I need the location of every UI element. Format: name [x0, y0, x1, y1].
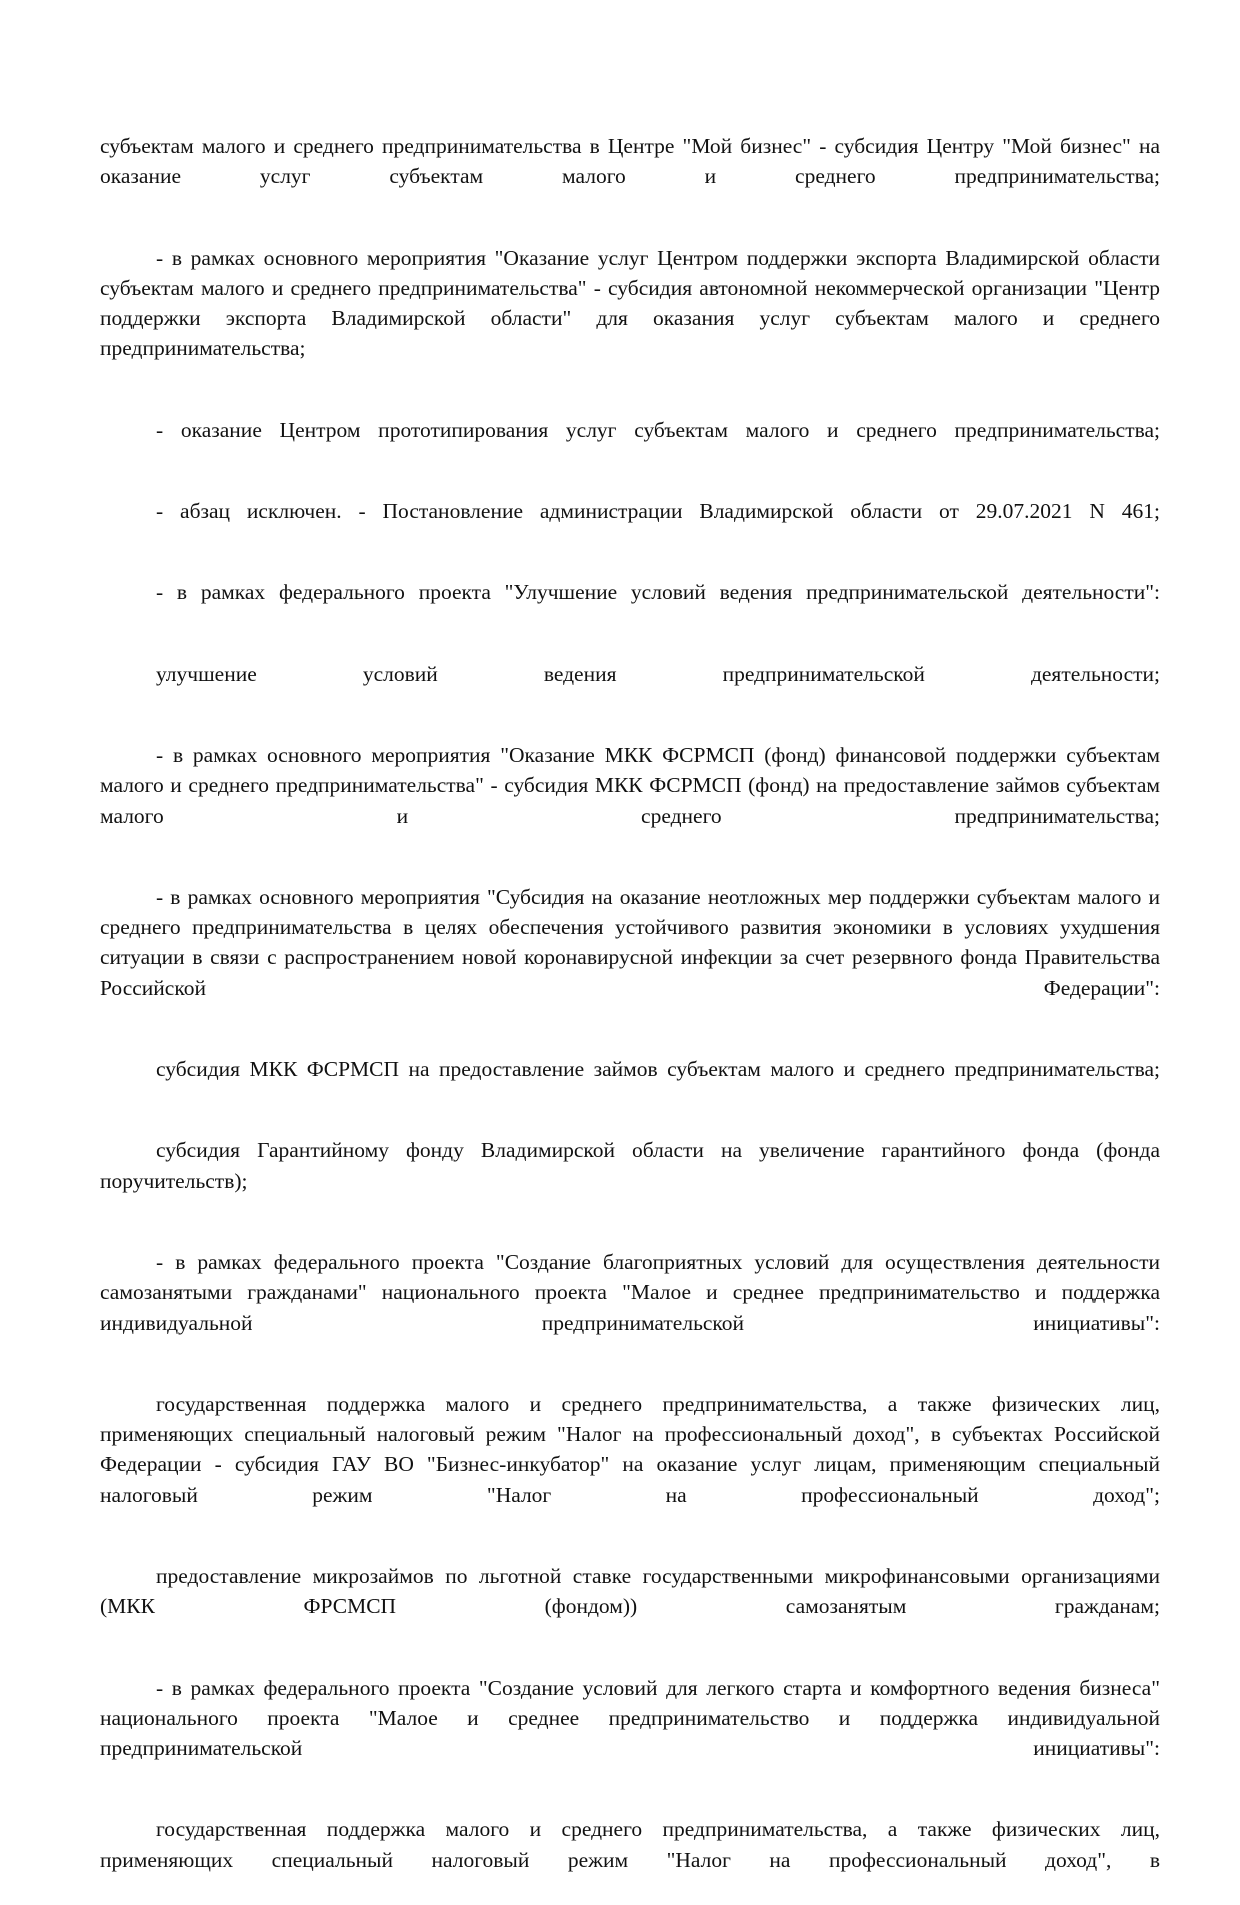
paragraph-subitem: улучшение условий ведения предпринимательской деятельности; — [156, 661, 1160, 686]
paragraph-list-item: - оказание Центром прототипирования услуг субъектам малого и среднего предпринимательства; — [156, 417, 1160, 442]
paragraph-excluded-clause: - абзац исключен. - Постановление администрации Владимирской области от 29.07.2021 N 461; — [156, 499, 1160, 524]
paragraph-subitem-truncated: государственная поддержка малого и среднего предпринимательства, а также физических лиц, применяющих специальный налоговый режим "Налог на профессиональный доход", в — [100, 1817, 1160, 1872]
paragraph-list-item: - в рамках основного мероприятия "Оказание услуг Центром поддержки экспорта Владимирской области субъектам малого и среднего предпринимательства" - субсидия автономной некоммерческой организации "Центр поддержки экспорта Владимирской области" для оказания услуг субъектам малого и среднего предпринимательства; — [100, 245, 1160, 361]
paragraph-list-item: - в рамках федерального проекта "Создание благоприятных условий для осуществления деятельности самозанятыми гражданами" национального проекта "Малое и среднее предпринимательство и поддержка индивидуальной предпринимательской инициативы": — [100, 1250, 1160, 1335]
paragraph-list-item: - в рамках федерального проекта "Улучшение условий ведения предпринимательской деятельности": — [156, 580, 1160, 605]
paragraph-continued: субъектам малого и среднего предпринимательства в Центре "Мой бизнес" - субсидия Центру "Мой бизнес" на оказание услуг субъектам малого и среднего предпринимательства; — [100, 134, 1160, 189]
paragraph-subitem: предоставление микрозаймов по льготной ставке государственными микрофинансовыми организациями (МКК ФРСМСП (фондом)) самозанятым гражданам; — [100, 1563, 1160, 1619]
paragraph-list-item: - в рамках федерального проекта "Создание условий для легкого старта и комфортного ведения бизнеса" национального проекта "Малое и среднее предпринимательство и поддержка индивидуальной предпринимательской инициативы": — [100, 1675, 1160, 1760]
paragraph-subitem: субсидия Гарантийному фонду Владимирской области на увеличение гарантийного фонда (фонда поручительств); — [100, 1138, 1160, 1193]
paragraph-subitem: государственная поддержка малого и среднего предпринимательства, а также физических лиц, применяющих специальный налоговый режим "Налог на профессиональный доход", в субъектах Российской Федерации - субсидия ГАУ ВО "Бизнес-инкубатор" на оказание услуг лицам, применяющим специальный налоговый режим "Налог на профессиональный доход"; — [100, 1391, 1160, 1507]
paragraph-list-item: - в рамках основного мероприятия "Субсидия на оказание неотложных мер поддержки субъектам малого и среднего предпринимательства в целях обеспечения устойчивого развития экономики в условиях ухудшения ситуации в связи с распространением новой коронавирусной инфекции за счет резервного фонда Правительства Российской Федерации": — [100, 885, 1160, 1000]
paragraph-list-item: - в рамках основного мероприятия "Оказание МКК ФСРМСП (фонд) финансовой поддержки субъектам малого и среднего предпринимательства" - субсидия МКК ФСРМСП (фонд) на предоставление займов субъектам малого и среднего предпринимательства; — [100, 743, 1160, 828]
document-text-body — [100, 131, 1160, 1905]
paragraph-subitem: субсидия МКК ФСРМСП на предоставление займов субъектам малого и среднего предпринимательства; — [156, 1057, 1160, 1082]
